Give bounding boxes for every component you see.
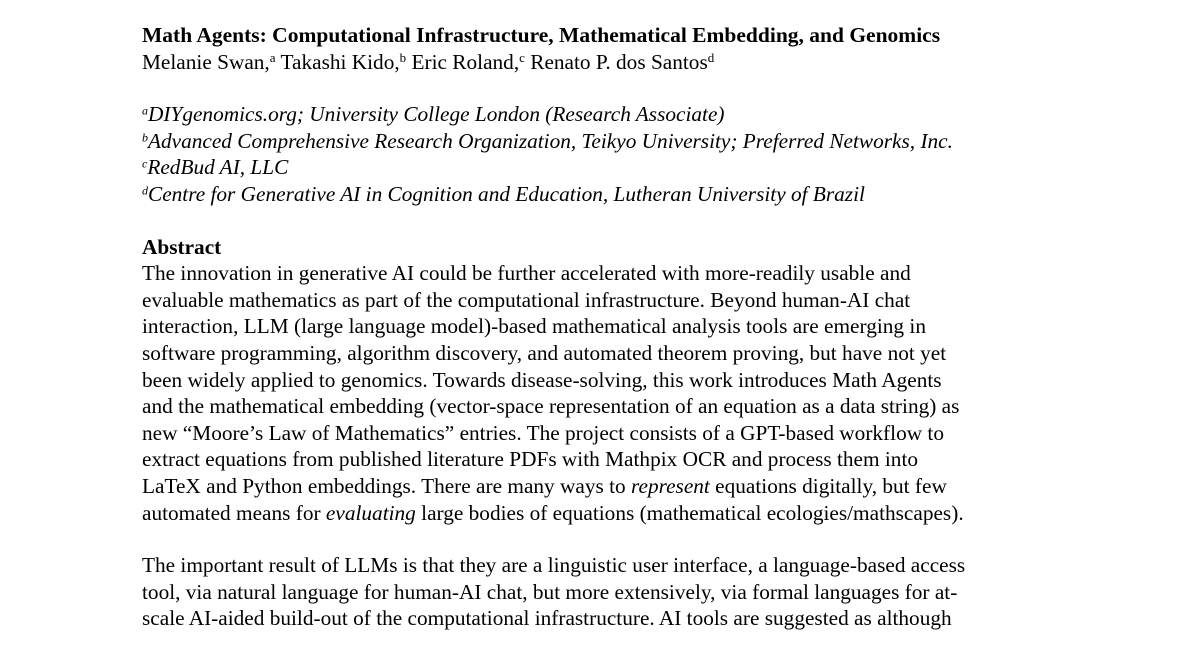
- text-segment: large bodies of equations (mathematical ecologies/mathscapes).: [415, 500, 964, 525]
- affiliation-mark: c: [142, 156, 148, 171]
- author-mark: b: [399, 49, 407, 65]
- abstract-paragraph: [142, 552, 1062, 632]
- affiliation-mark: d: [142, 183, 148, 198]
- affiliation-text: Advanced Comprehensive Research Organization, Teikyo University; Preferred Networks, Inc.: [148, 128, 953, 153]
- text-line: scale AI-aided build-out of the computational infrastructure. AI tools are suggested as although: [142, 606, 952, 631]
- affiliation-item: [142, 101, 1062, 128]
- text-line: new “Moore’s Law of Mathematics” entries. The project consists of a GPT-based workflow to: [142, 420, 944, 445]
- affiliation-item: [142, 128, 1062, 155]
- text-line: evaluable mathematics as part of the computational infrastructure. Beyond human-AI chat: [142, 287, 911, 312]
- author-name: Renato P. dos Santos: [530, 49, 708, 74]
- text-segment: LaTeX and Python embeddings. There are many ways to: [142, 473, 631, 498]
- affiliation-item: [142, 154, 1062, 181]
- affiliation-text: Centre for Generative AI in Cognition and Education, Lutheran University of Brazil: [148, 181, 865, 206]
- text-segment: equations digitally, but few: [709, 473, 947, 498]
- text-line: The innovation in generative AI could be further accelerated with more-readily usable and: [142, 261, 911, 286]
- text-line: [142, 500, 1062, 527]
- abstract-heading: Abstract: [142, 234, 222, 259]
- affiliation-item: [142, 181, 1062, 208]
- text-line: software programming, algorithm discovery, and automated theorem proving, but have not yet: [142, 340, 947, 365]
- text-line: [142, 473, 1062, 500]
- author-name: Takashi Kido,: [280, 49, 400, 74]
- text-line: The important result of LLMs is that they are a linguistic user interface, a language-based access: [142, 553, 966, 578]
- affiliation-list: [142, 101, 1062, 207]
- author-mark: a: [269, 49, 276, 65]
- text-line: interaction, LLM (large language model)-based mathematical analysis tools are emerging in: [142, 314, 926, 339]
- text-line: tool, via natural language for human-AI chat, but more extensively, via formal languages for at-: [142, 579, 958, 604]
- text-segment: automated means for: [142, 500, 326, 525]
- emphasis-text: evaluating: [325, 500, 416, 525]
- paper-title: Math Agents: Computational Infrastructure, Mathematical Embedding, and Genomics: [142, 23, 941, 47]
- abstract-paragraph: [142, 260, 1062, 526]
- paper-page: [142, 22, 1062, 632]
- affiliation-mark: a: [142, 103, 148, 118]
- author-name: Eric Roland,: [411, 49, 520, 74]
- author-mark: c: [519, 49, 525, 65]
- text-line: extract equations from published literature PDFs with Mathpix OCR and process them into: [142, 447, 919, 472]
- author-mark: d: [707, 49, 715, 65]
- author-name: Melanie Swan,: [142, 49, 270, 74]
- text-line: and the mathematical embedding (vector-space representation of an equation as a data string) as: [142, 394, 960, 419]
- text-line: been widely applied to genomics. Towards disease-solving, this work introduces Math Agents: [142, 367, 942, 392]
- emphasis-text: represent: [631, 473, 710, 498]
- affiliation-text: DIYgenomics.org; University College London (Research Associate): [148, 102, 725, 127]
- author-list: [142, 49, 1062, 76]
- affiliation-text: RedBud AI, LLC: [147, 155, 289, 180]
- affiliation-mark: b: [142, 130, 148, 145]
